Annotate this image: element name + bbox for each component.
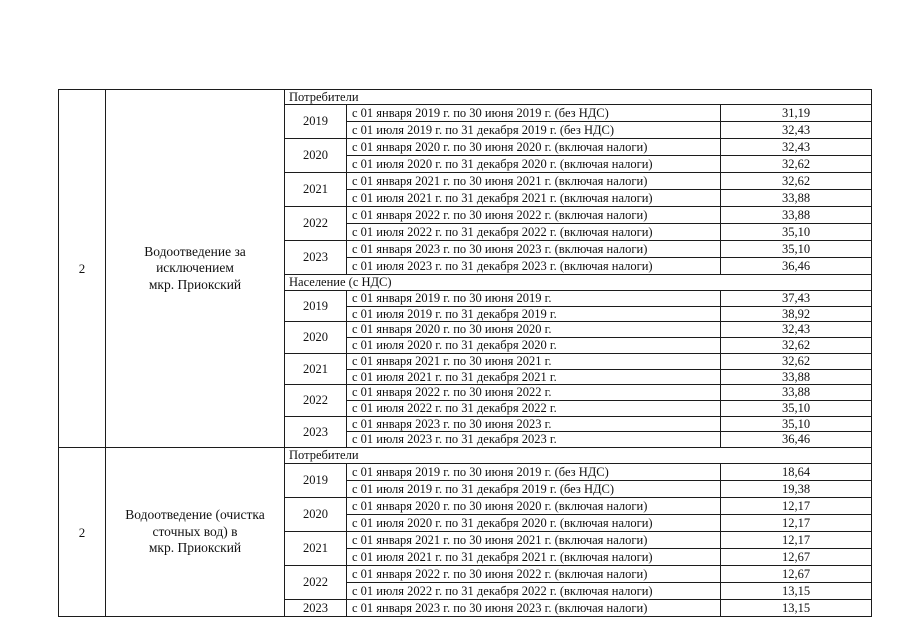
- period-cell: с 01 июля 2021 г. по 31 декабря 2021 г.: [346, 369, 721, 385]
- tariff-value-cell: 32,62: [720, 353, 872, 370]
- year-cell: 2022: [284, 206, 347, 241]
- period-cell: с 01 января 2020 г. по 30 июня 2020 г. (включая налоги): [346, 138, 721, 156]
- tariff-value-cell: 12,17: [720, 497, 872, 515]
- year-cell: 2019: [284, 463, 347, 498]
- period-cell: с 01 июля 2021 г. по 31 декабря 2021 г. (включая налоги): [346, 189, 721, 207]
- tariff-value-cell: 36,46: [720, 431, 872, 448]
- service-name-line: мкр. Приокский: [148, 540, 242, 556]
- period-cell: с 01 июля 2023 г. по 31 декабря 2023 г. (включая налоги): [346, 257, 721, 275]
- period-cell: с 01 января 2023 г. по 30 июня 2023 г. (включая налоги): [346, 240, 721, 258]
- tariff-value-cell: 32,43: [720, 121, 872, 139]
- tariff-value-cell: 35,10: [720, 400, 872, 417]
- tariff-value-cell: 33,88: [720, 369, 872, 385]
- row-number-cell: 2: [58, 447, 106, 617]
- period-cell: с 01 января 2023 г. по 30 июня 2023 г. (включая налоги): [346, 599, 721, 617]
- period-cell: с 01 июля 2019 г. по 31 декабря 2019 г. (без НДС): [346, 121, 721, 139]
- period-cell: с 01 июля 2022 г. по 31 декабря 2022 г.: [346, 400, 721, 417]
- tariff-value-cell: 12,17: [720, 514, 872, 532]
- year-cell: 2020: [284, 497, 347, 532]
- period-cell: с 01 января 2019 г. по 30 июня 2019 г. (без НДС): [346, 463, 721, 481]
- tariff-value-cell: 32,43: [720, 138, 872, 156]
- tariff-value-cell: 32,62: [720, 172, 872, 190]
- year-cell: 2021: [284, 531, 347, 566]
- period-cell: с 01 января 2022 г. по 30 июня 2022 г.: [346, 384, 721, 401]
- tariff-value-cell: 35,10: [720, 240, 872, 258]
- service-name-line: мкр. Приокский: [148, 276, 242, 292]
- year-cell: 2023: [284, 416, 347, 448]
- section-header-cell: Население (с НДС): [284, 274, 872, 291]
- period-cell: с 01 января 2020 г. по 30 июня 2020 г. (включая налоги): [346, 497, 721, 515]
- section-header-cell: Потребители: [284, 89, 872, 105]
- tariff-value-cell: 32,62: [720, 337, 872, 354]
- service-name-cell: [105, 89, 285, 448]
- year-cell: 2023: [284, 599, 347, 617]
- tariff-value-cell: 31,19: [720, 104, 872, 122]
- period-cell: с 01 января 2021 г. по 30 июня 2021 г. (включая налоги): [346, 172, 721, 190]
- tariff-value-cell: 33,88: [720, 189, 872, 207]
- year-cell: 2022: [284, 384, 347, 417]
- service-name-line: Водоотведение (очистка: [125, 507, 265, 523]
- period-cell: с 01 января 2019 г. по 30 июня 2019 г.: [346, 290, 721, 307]
- period-cell: с 01 июля 2022 г. по 31 декабря 2022 г. (включая налоги): [346, 582, 721, 600]
- tariff-value-cell: 13,15: [720, 599, 872, 617]
- year-cell: 2020: [284, 138, 347, 173]
- period-cell: с 01 января 2021 г. по 30 июня 2021 г.: [346, 353, 721, 370]
- period-cell: с 01 января 2023 г. по 30 июня 2023 г.: [346, 416, 721, 432]
- period-cell: с 01 января 2019 г. по 30 июня 2019 г. (без НДС): [346, 104, 721, 122]
- year-cell: 2022: [284, 565, 347, 600]
- tariff-value-cell: 32,43: [720, 321, 872, 338]
- period-cell: с 01 июля 2019 г. по 31 декабря 2019 г.: [346, 306, 721, 322]
- period-cell: с 01 июля 2022 г. по 31 декабря 2022 г. (включая налоги): [346, 223, 721, 241]
- tariff-value-cell: 38,92: [720, 306, 872, 322]
- year-cell: 2020: [284, 321, 347, 354]
- period-cell: с 01 января 2022 г. по 30 июня 2022 г. (включая налоги): [346, 206, 721, 224]
- tariff-value-cell: 13,15: [720, 582, 872, 600]
- service-name-line: Водоотведение за: [144, 243, 246, 259]
- year-cell: 2019: [284, 290, 347, 322]
- period-cell: с 01 июля 2020 г. по 31 декабря 2020 г. (включая налоги): [346, 514, 721, 532]
- tariff-value-cell: 33,88: [720, 206, 872, 224]
- period-cell: с 01 января 2020 г. по 30 июня 2020 г.: [346, 321, 721, 338]
- tariff-value-cell: 12,67: [720, 565, 872, 583]
- tariff-value-cell: 32,62: [720, 155, 872, 173]
- tariff-value-cell: 33,88: [720, 384, 872, 401]
- period-cell: с 01 января 2022 г. по 30 июня 2022 г. (включая налоги): [346, 565, 721, 583]
- service-name-line: исключением: [156, 260, 234, 276]
- tariff-value-cell: 19,38: [720, 480, 872, 498]
- period-cell: с 01 июля 2023 г. по 31 декабря 2023 г.: [346, 431, 721, 448]
- year-cell: 2019: [284, 104, 347, 139]
- year-cell: 2023: [284, 240, 347, 275]
- period-cell: с 01 января 2021 г. по 30 июня 2021 г. (включая налоги): [346, 531, 721, 549]
- tariff-value-cell: 35,10: [720, 416, 872, 432]
- period-cell: с 01 июля 2020 г. по 31 декабря 2020 г. (включая налоги): [346, 155, 721, 173]
- tariff-value-cell: 37,43: [720, 290, 872, 307]
- tariff-value-cell: 36,46: [720, 257, 872, 275]
- service-name-line: сточных вод) в: [152, 523, 238, 539]
- period-cell: с 01 июля 2019 г. по 31 декабря 2019 г. (без НДС): [346, 480, 721, 498]
- period-cell: с 01 июля 2021 г. по 31 декабря 2021 г. (включая налоги): [346, 548, 721, 566]
- tariff-value-cell: 18,64: [720, 463, 872, 481]
- tariff-value-cell: 12,67: [720, 548, 872, 566]
- row-number-cell: 2: [58, 89, 106, 448]
- section-header-cell: Потребители: [284, 447, 872, 464]
- year-cell: 2021: [284, 353, 347, 385]
- year-cell: 2021: [284, 172, 347, 207]
- service-name-cell: [105, 447, 285, 617]
- tariff-value-cell: 12,17: [720, 531, 872, 549]
- period-cell: с 01 июля 2020 г. по 31 декабря 2020 г.: [346, 337, 721, 354]
- tariff-value-cell: 35,10: [720, 223, 872, 241]
